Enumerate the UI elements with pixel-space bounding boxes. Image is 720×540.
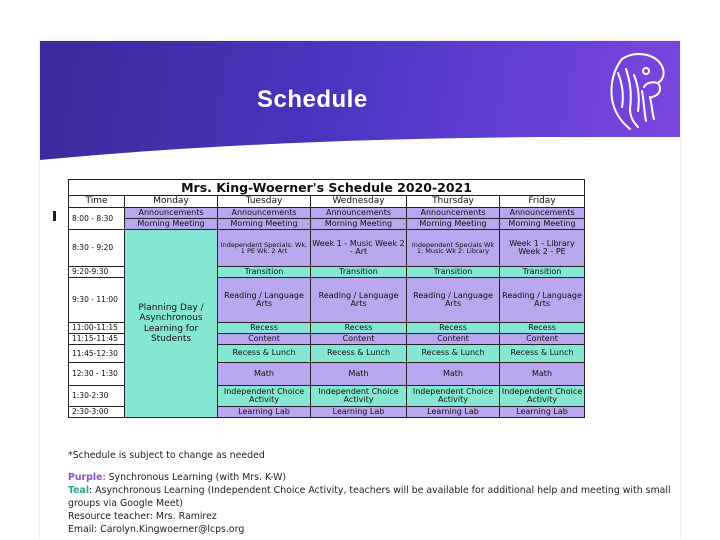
- cell-independent: Independent Choice Activity: [218, 386, 311, 407]
- cell-learning-lab: Learning Lab: [218, 407, 311, 418]
- time-cell: 9:30 - 11:00: [69, 278, 125, 323]
- cell-content: Content: [500, 334, 585, 345]
- cell-learning-lab: Learning Lab: [311, 407, 407, 418]
- cell-content: Content: [218, 334, 311, 345]
- disclaimer-text: *Schedule is subject to change as needed: [68, 450, 265, 461]
- cell-specials: Week 1 - Music Week 2 - Art: [311, 230, 407, 267]
- cell-recess-lunch: Recess & Lunch: [407, 345, 500, 363]
- column-header-friday: Friday: [500, 196, 585, 208]
- cell-math: Math: [218, 363, 311, 386]
- cell-recess-lunch: Recess & Lunch: [500, 345, 585, 363]
- column-header-time: Time: [69, 196, 125, 208]
- email-text: Email: Carolyn.Kingwoerner@lcps.org: [68, 524, 245, 535]
- header-row: [69, 196, 585, 208]
- cell-transition: Transition: [407, 267, 500, 278]
- column-header-thursday: Thursday: [407, 196, 500, 208]
- time-cell: 11:15-11:45: [69, 334, 125, 345]
- cell-math: Math: [311, 363, 407, 386]
- time-cell: 12:30 - 1:30: [69, 363, 125, 386]
- cell-announcements: Announcements: [311, 208, 407, 219]
- time-cell: 8:30 - 9:20: [69, 230, 125, 267]
- purple-label: Purple: [68, 472, 103, 483]
- cell-specials: Independent Specials Wk 1: Music Wk 2: Library: [407, 230, 500, 267]
- time-cell: 2:30-3:00: [69, 407, 125, 418]
- resource-teacher: Resource teacher: Mrs. Ramirez: [68, 511, 217, 522]
- cell-recess: Recess: [500, 323, 585, 334]
- time-cell: 9:20-9:30: [69, 267, 125, 278]
- cell-planning-day: Planning Day / Asynchronous Learning for Students: [125, 230, 218, 418]
- cell-morning-meeting: Morning Meeting: [407, 219, 500, 230]
- column-header-monday: Monday: [125, 196, 218, 208]
- cell-recess-lunch: Recess & Lunch: [218, 345, 311, 363]
- slide: [40, 41, 680, 540]
- slide-title: Schedule: [257, 86, 368, 113]
- cell-reading: Reading / Language Arts: [218, 278, 311, 323]
- table-row: [69, 230, 585, 267]
- purple-text: : Synchronous Learning (with Mrs. K-W): [102, 472, 287, 483]
- schedule-table: [68, 179, 585, 418]
- table-row: [69, 208, 585, 219]
- cell-recess-lunch: Recess & Lunch: [311, 345, 407, 363]
- cell-recess: Recess: [407, 323, 500, 334]
- cell-announcements: Announcements: [407, 208, 500, 219]
- cell-recess: Recess: [218, 323, 311, 334]
- eagle-head-icon: [600, 49, 672, 131]
- cell-specials: Week 1 - Library Week 2 - PE: [500, 230, 585, 267]
- cell-transition: Transition: [500, 267, 585, 278]
- cell-reading: Reading / Language Arts: [407, 278, 500, 323]
- cell-announcements: Announcements: [500, 208, 585, 219]
- time-cell: 8:00 - 8:30: [69, 208, 125, 230]
- column-header-tuesday: Tuesday: [218, 196, 311, 208]
- cell-announcements: Announcements: [125, 208, 218, 219]
- time-cell: 1:30-2:30: [69, 386, 125, 407]
- teal-label: Teal: [68, 485, 90, 496]
- cell-math: Math: [407, 363, 500, 386]
- cell-announcements: Announcements: [218, 208, 311, 219]
- cell-independent: Independent Choice Activity: [407, 386, 500, 407]
- table-row: [69, 219, 585, 230]
- cell-math: Math: [500, 363, 585, 386]
- cell-reading: Reading / Language Arts: [500, 278, 585, 323]
- teal-text: : Asynchronous Learning (Independent Choice Activity, teachers will be available for additional help and meeting with small groups via Google Meet): [68, 485, 671, 509]
- cell-recess: Recess: [311, 323, 407, 334]
- cell-learning-lab: Learning Lab: [407, 407, 500, 418]
- purple-legend: [68, 471, 680, 484]
- cell-morning-meeting: Morning Meeting: [311, 219, 407, 230]
- cell-independent: Independent Choice Activity: [500, 386, 585, 407]
- cell-reading: Reading / Language Arts: [311, 278, 407, 323]
- cell-content: Content: [311, 334, 407, 345]
- cell-independent: Independent Choice Activity: [311, 386, 407, 407]
- schedule-title: Mrs. King-Woerner's Schedule 2020-2021: [69, 180, 585, 196]
- time-cell: 11:00-11:15: [69, 323, 125, 334]
- schedule-notes: [68, 449, 680, 536]
- cell-morning-meeting: Morning Meeting: [218, 219, 311, 230]
- cell-morning-meeting: Morning Meeting: [125, 219, 218, 230]
- cell-learning-lab: Learning Lab: [500, 407, 585, 418]
- cell-transition: Transition: [311, 267, 407, 278]
- cell-transition: Transition: [218, 267, 311, 278]
- cell-morning-meeting: Morning Meeting: [500, 219, 585, 230]
- cell-specials: Independent Specials: Wk. 1 PE Wk. 2 Art: [218, 230, 311, 267]
- time-cell: 11:45-12:30: [69, 345, 125, 363]
- column-header-wednesday: Wednesday: [311, 196, 407, 208]
- teal-legend: [68, 484, 680, 510]
- cell-content: Content: [407, 334, 500, 345]
- schedule-image: [53, 166, 671, 540]
